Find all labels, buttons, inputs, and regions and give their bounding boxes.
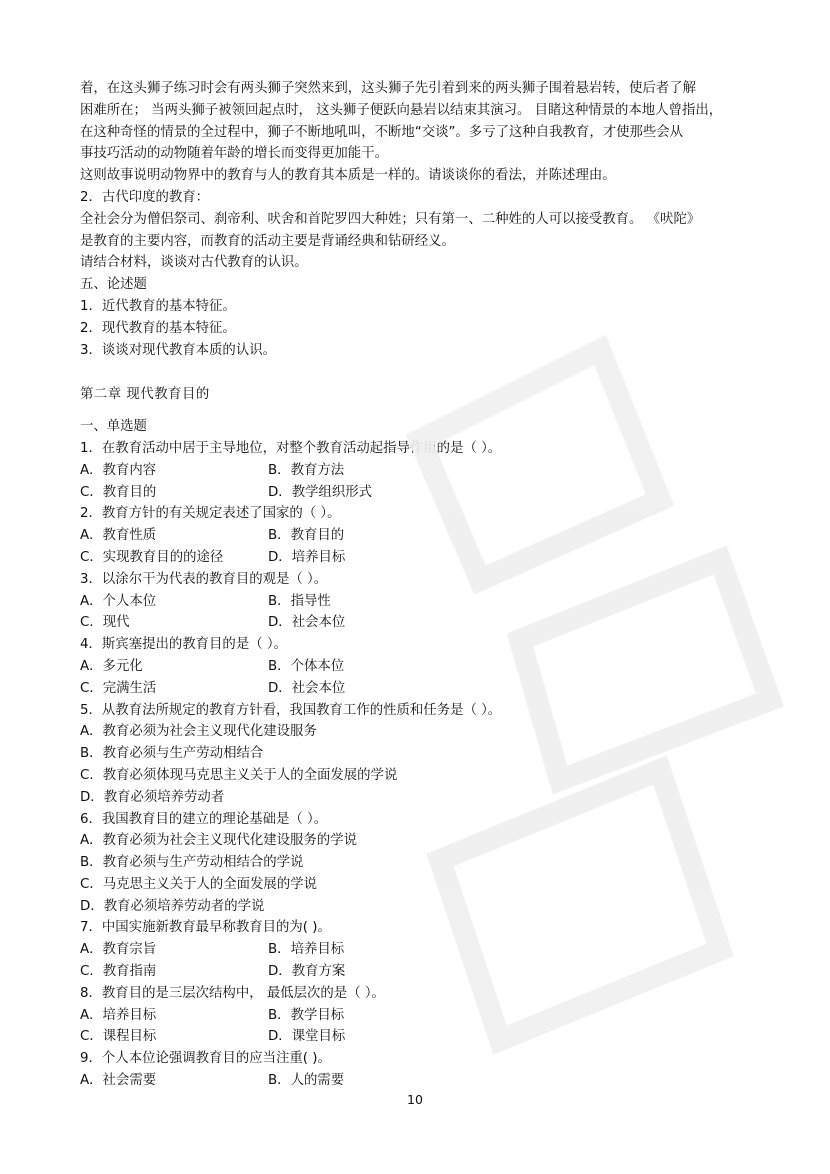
answer-option: D．教育必须培养劳动者的学说 [80,898,265,914]
answer-option: D．培养目标 [268,549,346,565]
answer-option: B．人的需要 [268,1073,345,1089]
answer-option: D．教育方案 [268,964,346,980]
answer-option: D．教学组织形式 [268,484,373,500]
answer-option: C．完满生活 [80,680,157,696]
option-row [80,939,760,961]
option-row [80,1005,760,1027]
answer-option: D．社会本位 [268,615,346,631]
answer-option: C．马克思主义关于人的全面发展的学说 [80,876,317,892]
answer-option: B．培养目标 [268,942,345,958]
option-row [80,482,760,504]
answer-option: C．教育必须体现马克思主义关于人的全面发展的学说 [80,767,398,783]
answer-option: B．教育必须与生产劳动相结合 [80,746,264,762]
essay-item: 3．谈谈对现代教育本质的认识。 [80,342,276,358]
text-line: 在这种奇怪的情景的全过程中，狮子不断地吼叫，不断地“交谈”。多亏了这种自我教育，才使那些会从 [80,124,684,140]
answer-option: A．教育宗旨 [80,942,157,958]
answer-option: A．社会需要 [80,1073,157,1089]
answer-option: A．教育必须为社会主义现代化建设服务 [80,724,317,740]
answer-option: B．教育目的 [268,528,345,544]
text-line: 全社会分为僧侣祭司、刹帝利、吠舍和首陀罗四大种姓；只有第一、二种姓的人可以接受教育。 《吠陀》 [80,211,701,227]
option-row [80,1070,760,1092]
answer-option: B．个体本位 [268,658,345,674]
question-stem: 4．斯宾塞提出的教育目的是（ ）。 [80,637,287,653]
chapter-header [80,384,760,438]
chapter-title: 第二章 现代教育目的 [80,387,210,403]
answer-option: B．教育方法 [268,462,345,478]
answer-option: C．教育目的 [80,484,157,500]
question-list [80,438,760,1092]
page-number: 10 [407,1092,423,1107]
answer-option: C．课程目标 [80,1029,157,1045]
option-row [80,460,760,482]
question-stem: 1．在教育活动中居于主导地位，对整个教育活动起指导作用的是（ ）。 [80,440,502,456]
question-2-material [80,187,760,274]
answer-option: B．教学目标 [268,1007,345,1023]
answer-option: C．实现教育目的的途径 [80,549,224,565]
question-stem: 5．从教育法所规定的教育方针看，我国教育工作的性质和任务是（ ）。 [80,702,502,718]
text-line: 是教育的主要内容，而教育的活动主要是背诵经典和钻研经义。 [80,233,455,249]
answer-option: C．教育指南 [80,964,157,980]
section-heading: 五、论述题 [80,277,147,293]
option-row [80,1026,760,1048]
option-row [80,525,760,547]
intro-passage [80,78,760,187]
answer-option: A．教育内容 [80,462,157,478]
option-row [80,591,760,613]
question-stem: 6．我国教育目的建立的理论基础是（ ）。 [80,811,328,827]
question-stem: 2．教育方针的有关规定表述了国家的（ ）。 [80,506,341,522]
option-row [80,612,760,634]
answer-option: A．个人本位 [80,593,157,609]
essay-item: 2．现代教育的基本特征。 [80,320,236,336]
text-line: 着，在这头狮子练习时会有两头狮子突然来到，这头狮子先引着到来的两头狮子围着悬岩转，使后者了解 [80,81,696,96]
text-line: 请结合材料，谈谈对古代教育的认识。 [80,255,308,271]
document-body [80,78,760,1092]
text-line: 困难所在； 当两头狮子被领回起点时， 这头狮子便跃向悬岩以结束其演习。 目睹这种情景的本地人曾指出， [80,102,723,118]
question-stem: 9．个人本位论强调教育目的应当注重( )。 [80,1051,331,1067]
answer-option: D．社会本位 [268,680,346,696]
material-title: 2．古代印度的教育： [80,189,210,205]
answer-option: B．教育必须与生产劳动相结合的学说 [80,855,304,871]
answer-option: A．培养目标 [80,1007,157,1023]
option-row [80,678,760,700]
answer-option: D．教育必须培养劳动者 [80,789,225,805]
option-row [80,961,760,983]
answer-option: D．课堂目标 [268,1029,346,1045]
answer-option: A．多元化 [80,658,143,674]
text-line: 事技巧活动的动物随着年龄的增长而变得更加能干。 [80,146,388,162]
essay-section [80,274,760,361]
section-heading: 一、单选题 [80,419,147,435]
answer-option: A．教育性质 [80,528,157,544]
essay-item: 1．近代教育的基本特征。 [80,298,236,314]
answer-option: C．现代 [80,615,130,631]
answer-option: A．教育必须为社会主义现代化建设服务的学说 [80,833,357,849]
option-row [80,656,760,678]
option-row [80,547,760,569]
text-line: 这则故事说明动物界中的教育与人的教育其本质是一样的。请谈谈你的看法，并陈述理由。 [80,168,616,184]
spacer [80,361,760,384]
answer-option: B．指导性 [268,593,331,609]
question-stem: 3．以涂尔干为代表的教育目的观是（ ）。 [80,571,328,587]
question-stem: 7．中国实施新教育最早称教育目的为( )。 [80,920,331,936]
question-stem: 8．教育目的是三层次结构中， 最低层次的是（ ）。 [80,985,385,1001]
